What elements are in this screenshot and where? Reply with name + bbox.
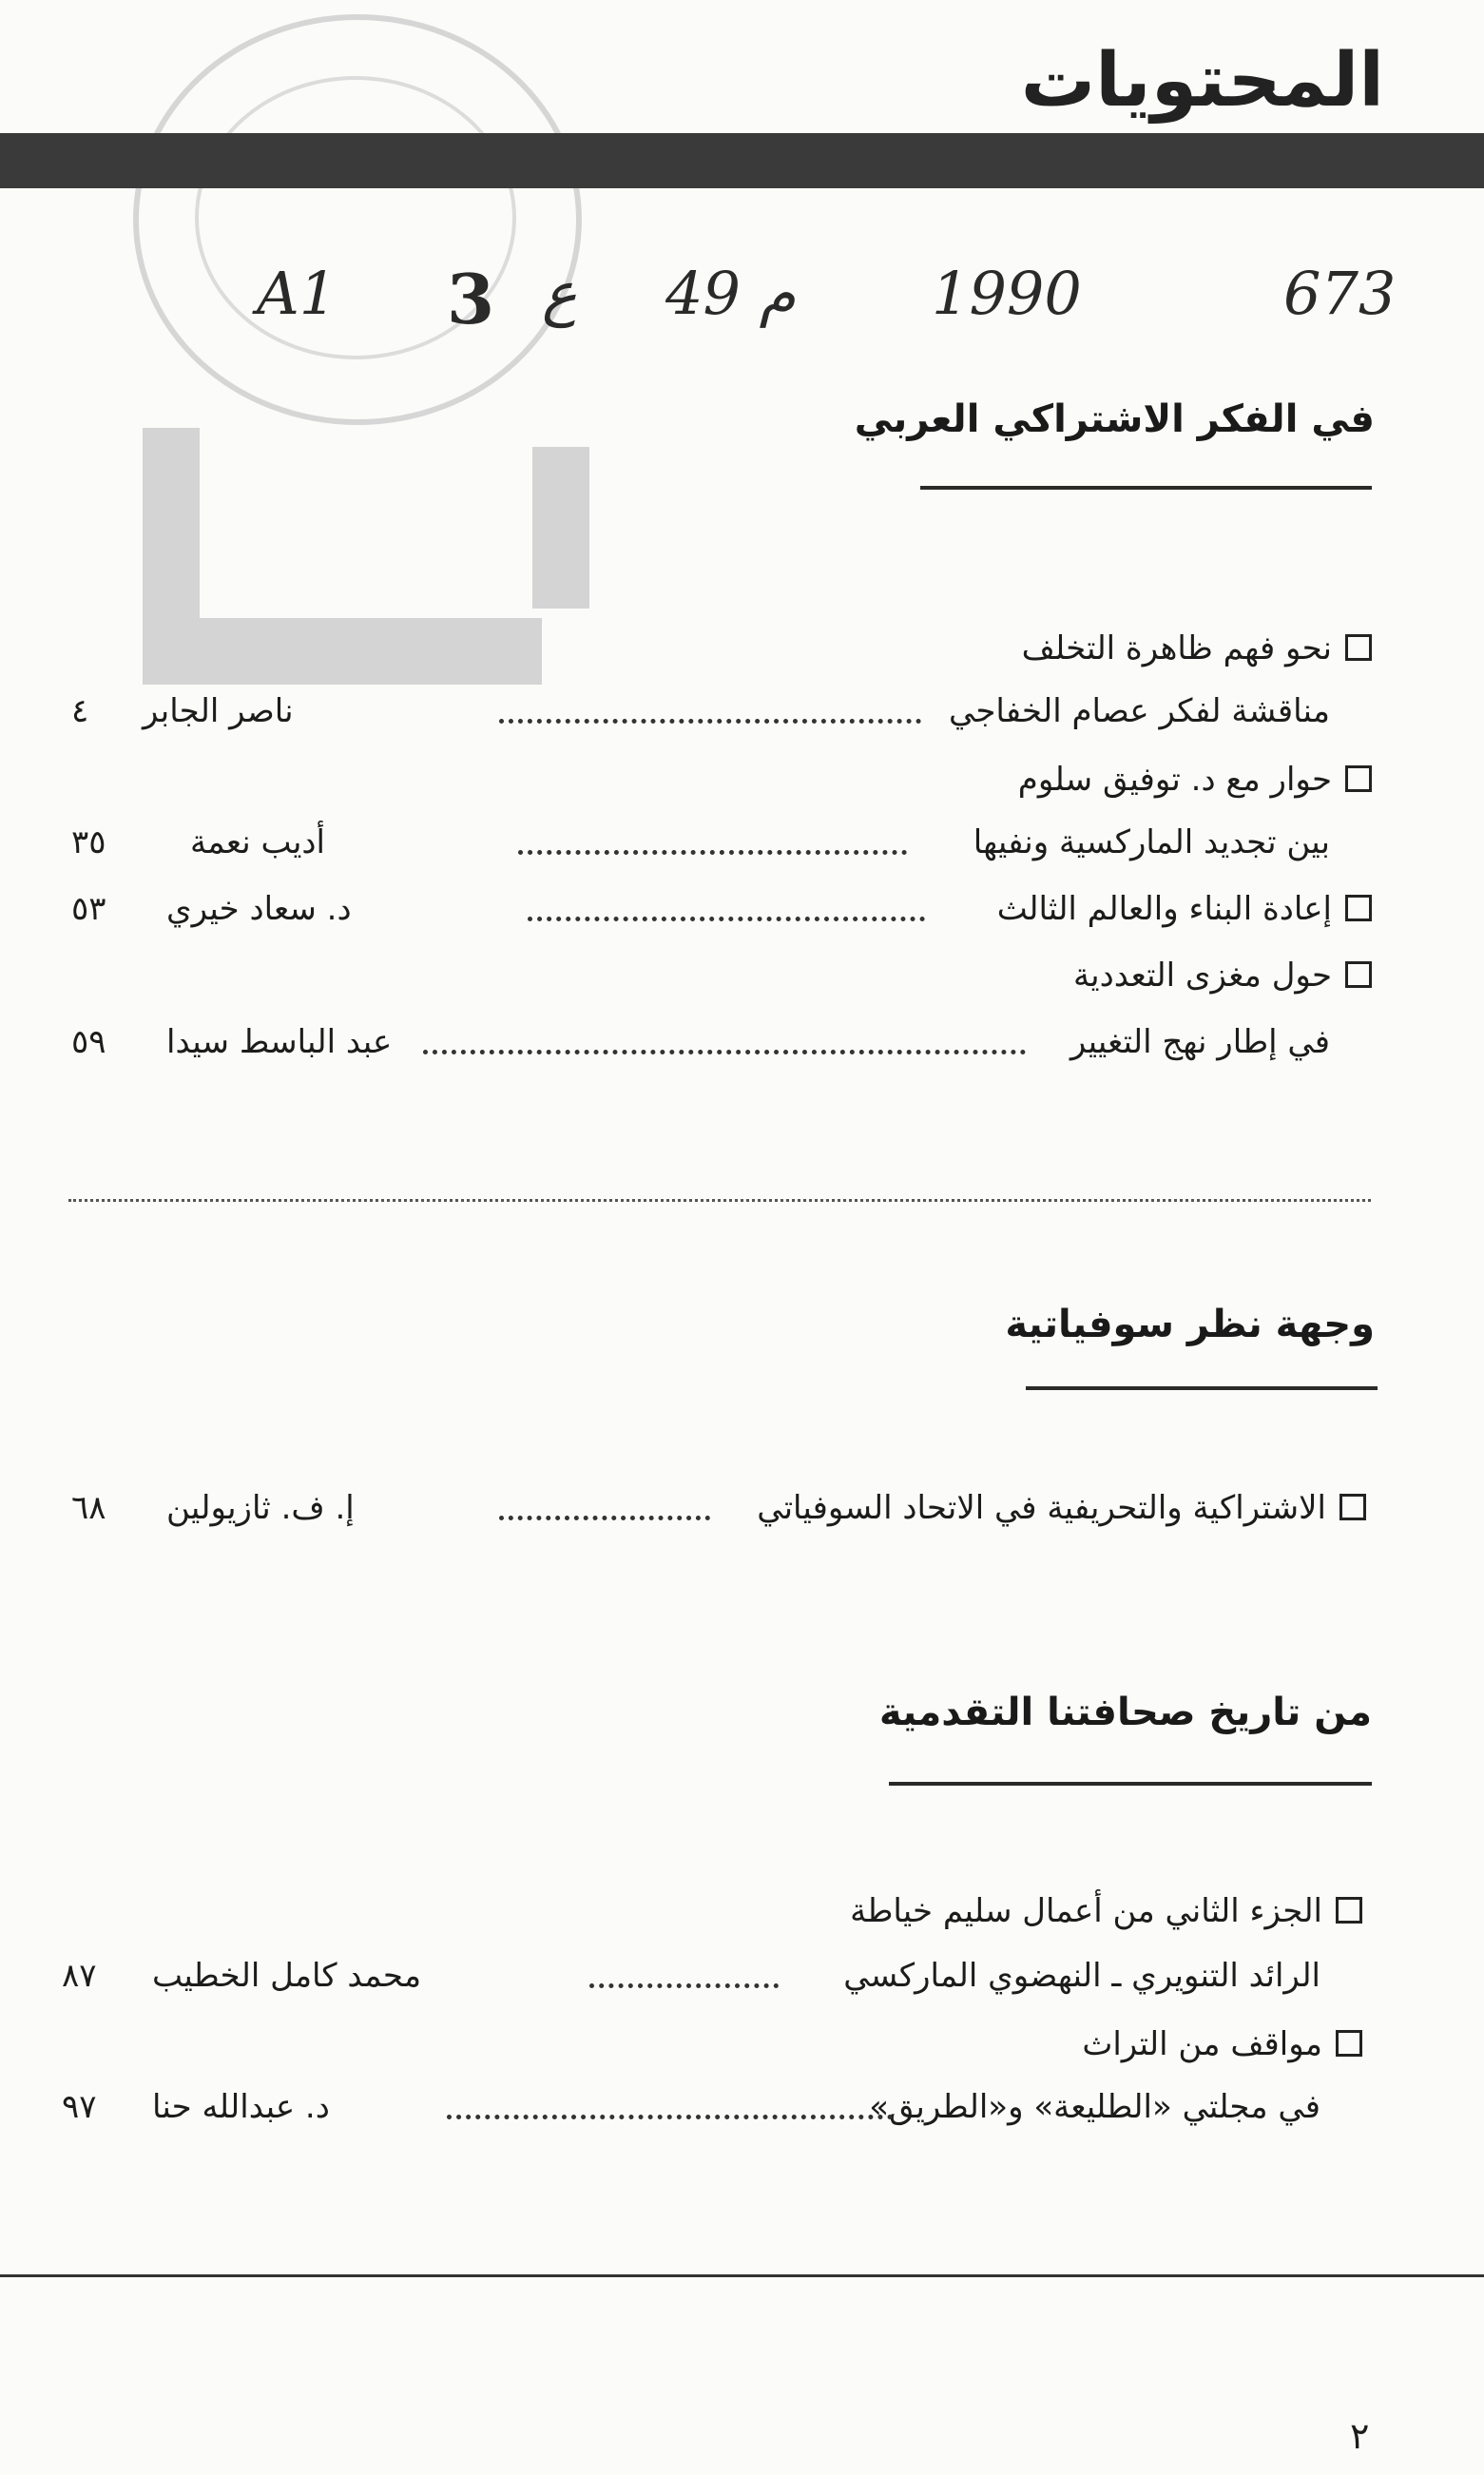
section-title: وجهة نظر سوفياتية bbox=[1005, 1303, 1375, 1346]
checkbox-bullet-icon bbox=[1345, 765, 1372, 792]
section-rule bbox=[889, 1782, 1372, 1786]
toc-entry-subtitle: في إطار نهج التغيير bbox=[1070, 1023, 1330, 1061]
toc-entry-author: د. سعاد خيري bbox=[166, 890, 352, 928]
section-rule bbox=[920, 486, 1372, 490]
handwritten-catalog-note bbox=[57, 259, 1407, 344]
page-number: ٢ bbox=[1350, 2415, 1370, 2457]
checkbox-bullet-icon bbox=[1345, 634, 1372, 661]
checkbox-bullet-icon bbox=[1336, 1897, 1362, 1924]
faded-logo-shape bbox=[143, 428, 542, 685]
title-bar bbox=[0, 133, 1484, 188]
toc-entry-author: ناصر الجابر bbox=[143, 692, 294, 730]
dot-leader bbox=[499, 719, 921, 724]
dot-leader bbox=[499, 1516, 710, 1520]
toc-entry-page: ٨٧ bbox=[62, 1957, 97, 1995]
toc-entry-title[interactable]: حول مغزى التعددية bbox=[1073, 957, 1372, 995]
toc-entry-subtitle: مناقشة لفكر عصام الخفاجي bbox=[948, 692, 1330, 730]
toc-entry-author: إ. ف. ثازيولين bbox=[166, 1489, 355, 1527]
toc-entry-author: محمد كامل الخطيب bbox=[152, 1957, 422, 1995]
handwritten-note-part: ع bbox=[542, 259, 577, 328]
toc-entry-title[interactable]: حوار مع د. توفيق سلوم bbox=[1018, 761, 1372, 799]
toc-entry-row[interactable] bbox=[71, 1023, 1330, 1061]
toc-entry-author: عبد الباسط سيدا bbox=[166, 1023, 393, 1061]
dot-leader bbox=[518, 850, 907, 855]
section-title: من تاريخ صحافتنا التقدمية bbox=[878, 1691, 1372, 1734]
section-rule bbox=[1026, 1386, 1378, 1390]
toc-entry-title[interactable]: نحو فهم ظاهرة التخلف bbox=[1022, 629, 1372, 667]
toc-entry-page: ٩٧ bbox=[62, 2088, 97, 2126]
bottom-rule bbox=[0, 2274, 1484, 2277]
toc-entry-row[interactable] bbox=[71, 1489, 1366, 1527]
toc-entry-title[interactable]: الجزء الثاني من أعمال سليم خياطة bbox=[850, 1892, 1362, 1930]
handwritten-note-part: 673 bbox=[1283, 259, 1397, 328]
toc-entry-title[interactable]: مواقف من التراث bbox=[1082, 2025, 1362, 2063]
toc-entry-title: إعادة البناء والعالم الثالث bbox=[997, 890, 1372, 928]
dot-leader bbox=[447, 2115, 893, 2119]
section-divider bbox=[68, 1199, 1371, 1202]
toc-entry-page: ٦٨ bbox=[71, 1489, 106, 1527]
toc-entry-author: أديب نعمة bbox=[190, 823, 325, 861]
toc-entry-page: ٤ bbox=[71, 692, 89, 730]
toc-entry-row[interactable] bbox=[62, 2088, 1320, 2126]
toc-entry-row[interactable] bbox=[71, 823, 1330, 861]
dot-leader bbox=[423, 1050, 1026, 1054]
toc-entry-row[interactable] bbox=[62, 1957, 1320, 1995]
dot-leader bbox=[528, 917, 925, 921]
toc-entry-title: الاشتراكية والتحريفية في الاتحاد السوفياتي bbox=[757, 1489, 1366, 1527]
checkbox-bullet-icon bbox=[1339, 1494, 1366, 1520]
handwritten-note-part: 3 bbox=[447, 259, 495, 339]
toc-entry-page: ٣٥ bbox=[71, 823, 106, 861]
checkbox-bullet-icon bbox=[1336, 2030, 1362, 2057]
handwritten-note-part: 1990 bbox=[932, 259, 1082, 328]
section-title: في الفكر الاشتراكي العربي bbox=[854, 397, 1375, 441]
handwritten-note-part: A1 bbox=[257, 259, 337, 328]
page-title: المحتويات bbox=[1020, 38, 1384, 124]
handwritten-note-part: 49 م bbox=[665, 259, 796, 328]
checkbox-bullet-icon bbox=[1345, 895, 1372, 921]
checkbox-bullet-icon bbox=[1345, 961, 1372, 988]
toc-entry-row[interactable] bbox=[71, 692, 1330, 730]
toc-entry-subtitle: في مجلتي «الطليعة» و«الطريق» bbox=[869, 2088, 1320, 2126]
toc-entry-subtitle: بين تجديد الماركسية ونفيها bbox=[973, 823, 1330, 861]
toc-entry-subtitle: الرائد التنويري ـ النهضوي الماركسي bbox=[843, 1957, 1320, 1995]
dot-leader bbox=[589, 1983, 779, 1988]
faded-logo-bar bbox=[532, 447, 589, 609]
toc-entry-author: د. عبدالله حنا bbox=[152, 2088, 330, 2126]
toc-entry-page: ٥٩ bbox=[71, 1023, 106, 1061]
toc-entry-row[interactable] bbox=[71, 890, 1372, 928]
toc-entry-page: ٥٣ bbox=[71, 890, 106, 928]
